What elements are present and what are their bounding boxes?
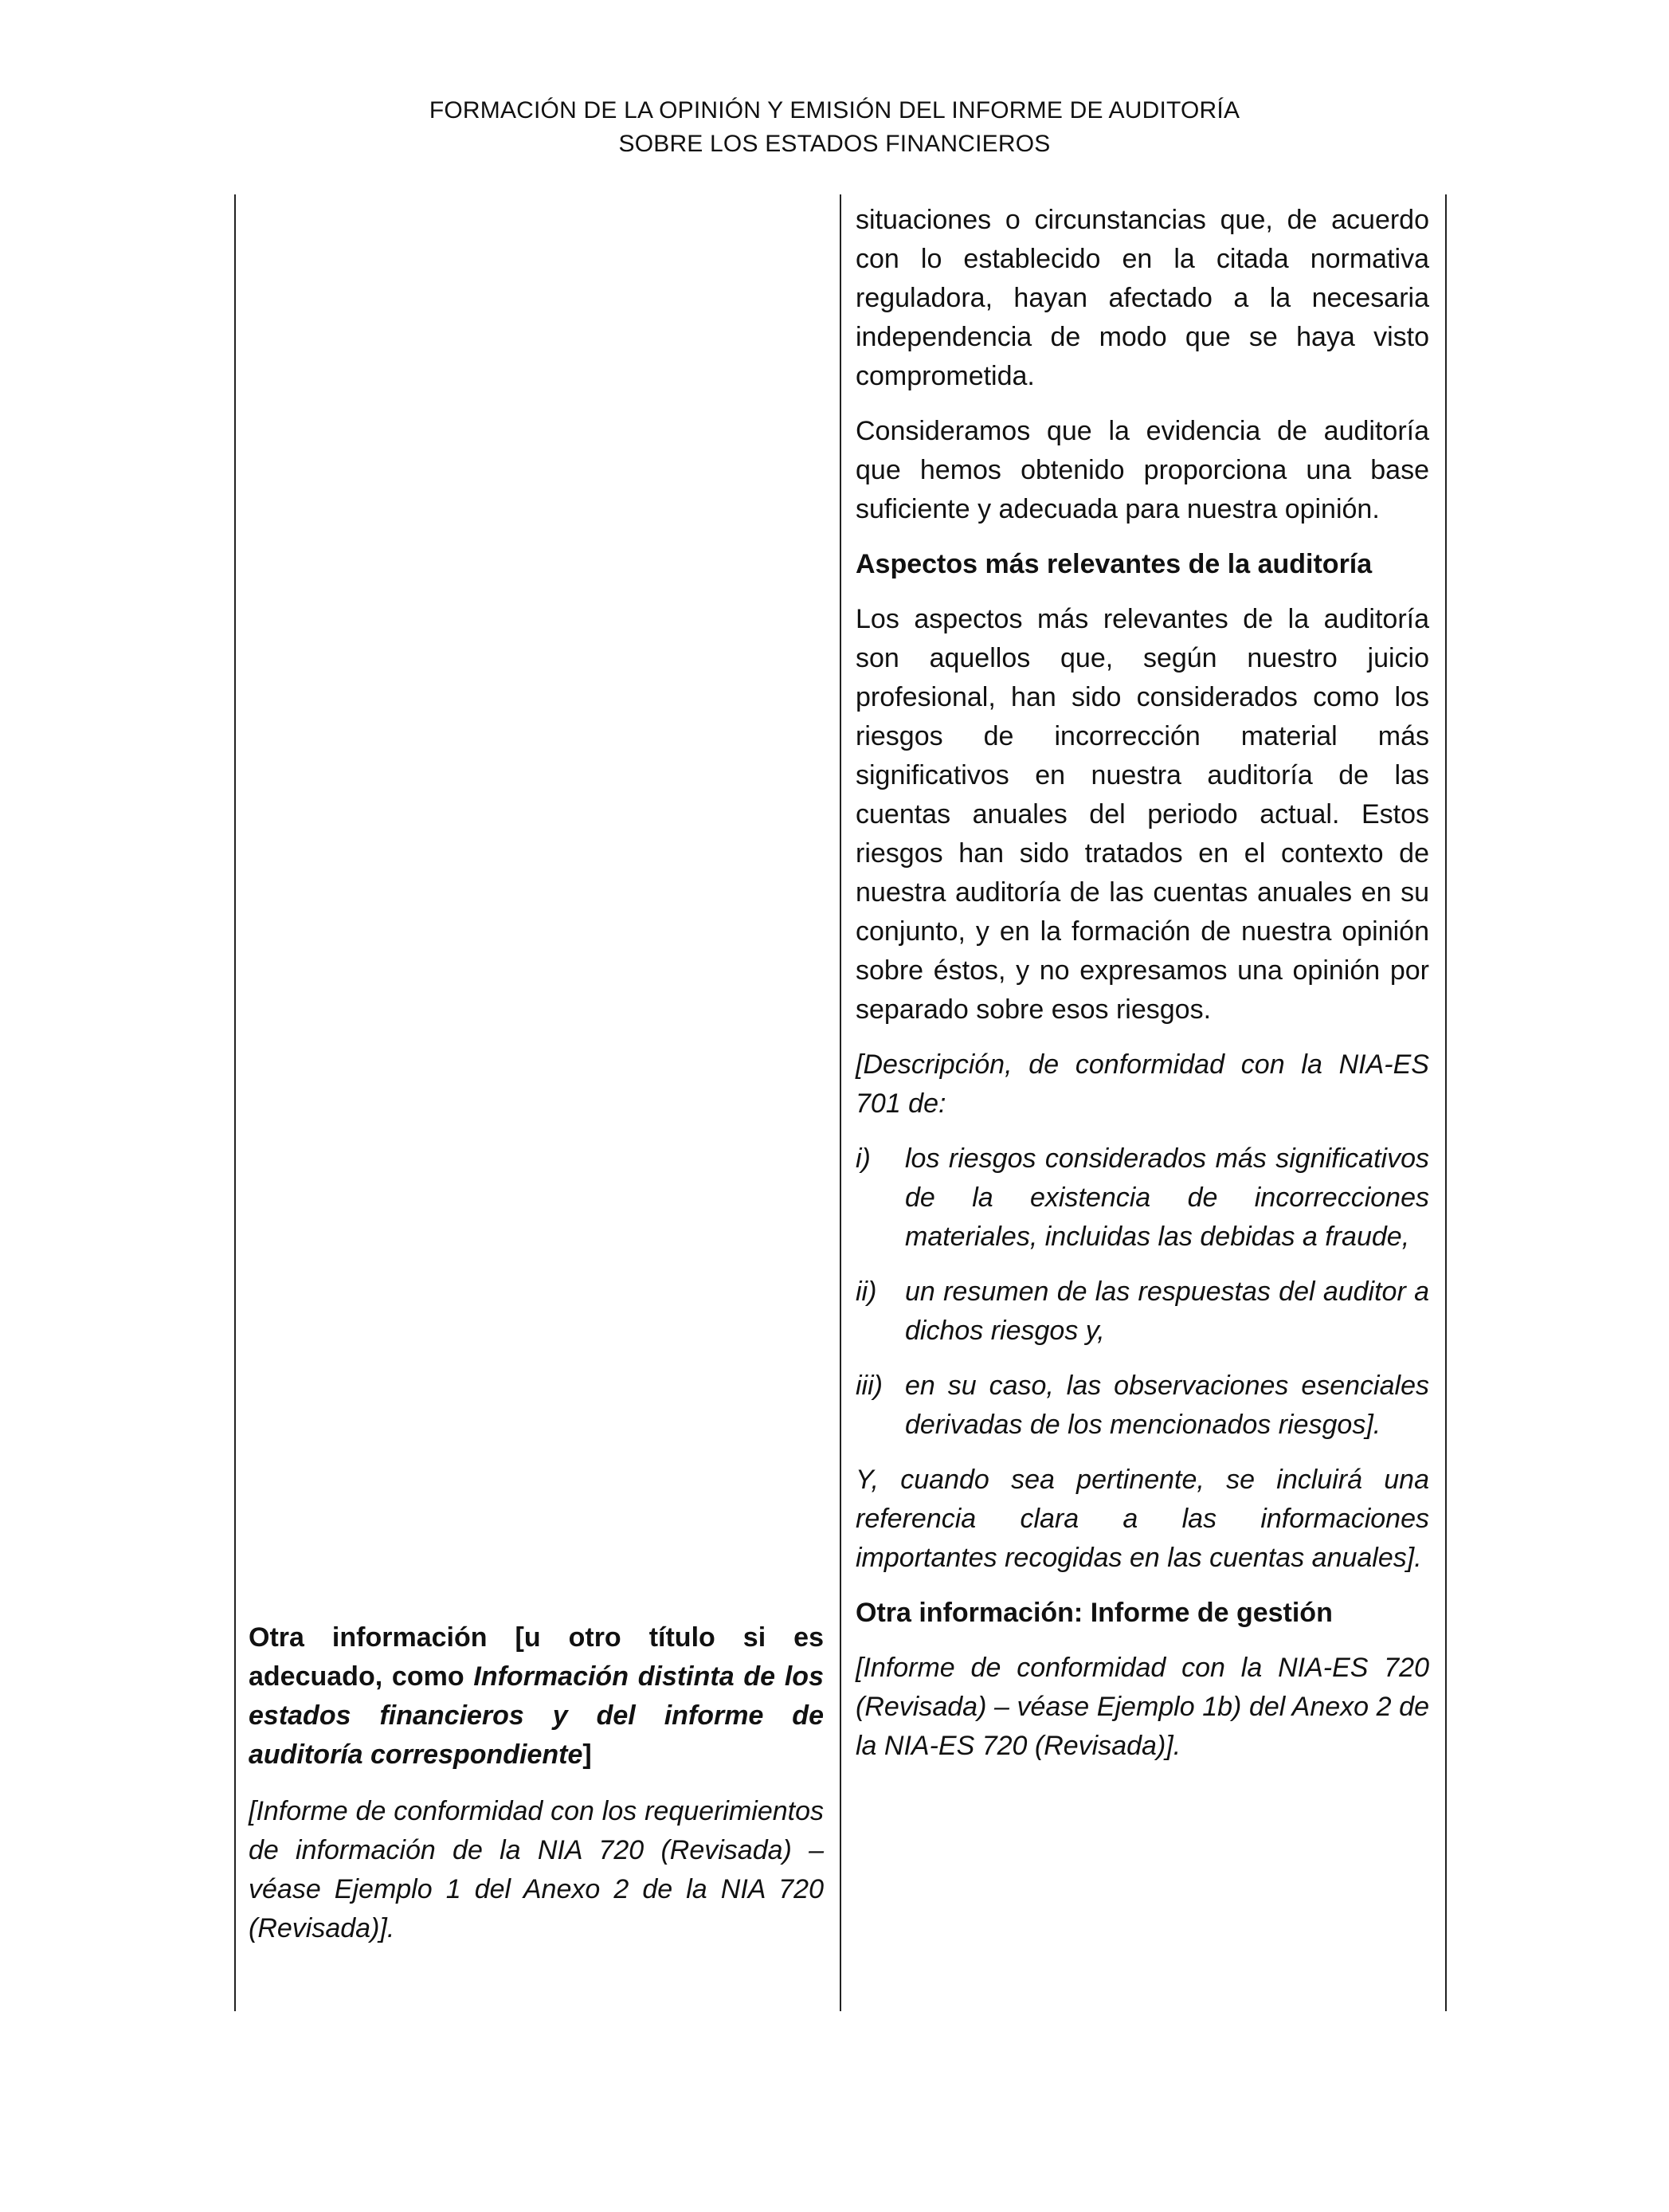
other-info-note: [Informe de conformidad con los requerimientos de información de la NIA 720 (Revisada) – véase Ejemplo 1 del Anexo 2 de la NIA 720 (Revisada)].	[249, 1796, 824, 1943]
list-item	[856, 1139, 1429, 1257]
table-border-middle	[840, 194, 841, 2011]
paragraph-description: [Descripción, de conformidad con la NIA-ES 701 de:	[856, 1049, 1429, 1119]
paragraph-reference: Y, cuando sea pertinente, se incluirá una referencia clara a las informaciones importantes recogidas en las cuentas anuales].	[856, 1465, 1429, 1573]
list-item-text: los riesgos considerados más significativos de la existencia de incorrecciones materiales, incluidas las debidas a fraude,	[905, 1143, 1429, 1252]
other-info-heading-close: ]	[582, 1739, 592, 1770]
section-heading-other-info: Otra información: Informe de gestión	[856, 1598, 1333, 1628]
paragraph-continuation: situaciones o circunstancias que, de acuerdo con lo establecido en la citada normativa reguladora, hayan afectado a la necesaria independencia de modo que se haya visto comprometida.	[856, 205, 1429, 391]
right-column	[856, 201, 1429, 1766]
other-info-heading-italic: Información distinta de los estados financieros y del informe de auditoría correspondiente	[249, 1661, 824, 1770]
other-info-heading-text: Otra información [u otro título si es adecuado, como	[249, 1622, 824, 1692]
list-marker: iii)	[856, 1371, 883, 1401]
other-info-heading	[249, 1618, 824, 1775]
paragraph-aspects: Los aspectos más relevantes de la auditoría son aquellos que, según nuestro juicio profesional, han sido considerados como los riesgos de incorrección material más significativos en nuestra auditoría de las cuentas anuales del periodo actual. Estos riesgos han sido tratados en el contexto de nuestra auditoría de las cuentas anuales en su conjunto, y en la formación de nuestra opinión sobre éstos, y no expresamos una opinión por separado sobre esos riesgos.	[856, 604, 1429, 1025]
header-line-2: SOBRE LOS ESTADOS FINANCIEROS	[618, 131, 1051, 157]
paragraph-other-info: [Informe de conformidad con la NIA-ES 720 (Revisada) – véase Ejemplo 1b) del Anexo 2 de la NIA-ES 720 (Revisada)].	[856, 1653, 1429, 1761]
list-item-text: un resumen de las respuestas del auditor a dichos riesgos y,	[905, 1277, 1429, 1346]
table-border-right	[1445, 194, 1447, 2011]
list-marker: ii)	[856, 1277, 877, 1307]
list-marker: i)	[856, 1143, 871, 1174]
header-line-1: FORMACIÓN DE LA OPINIÓN Y EMISIÓN DEL INFORME DE AUDITORÍA	[429, 97, 1240, 124]
table-border-left	[234, 194, 236, 2011]
list-item-text: en su caso, las observaciones esenciales derivadas de los mencionados riesgos].	[905, 1371, 1429, 1440]
list-item	[856, 1273, 1429, 1351]
left-column	[249, 1618, 824, 1948]
section-heading-aspects: Aspectos más relevantes de la auditoría	[856, 549, 1373, 579]
paragraph-evidence: Consideramos que la evidencia de auditoría que hemos obtenido proporciona una base suficiente y adecuada para nuestra opinión.	[856, 416, 1429, 524]
page-header	[0, 94, 1669, 161]
list-item	[856, 1367, 1429, 1445]
